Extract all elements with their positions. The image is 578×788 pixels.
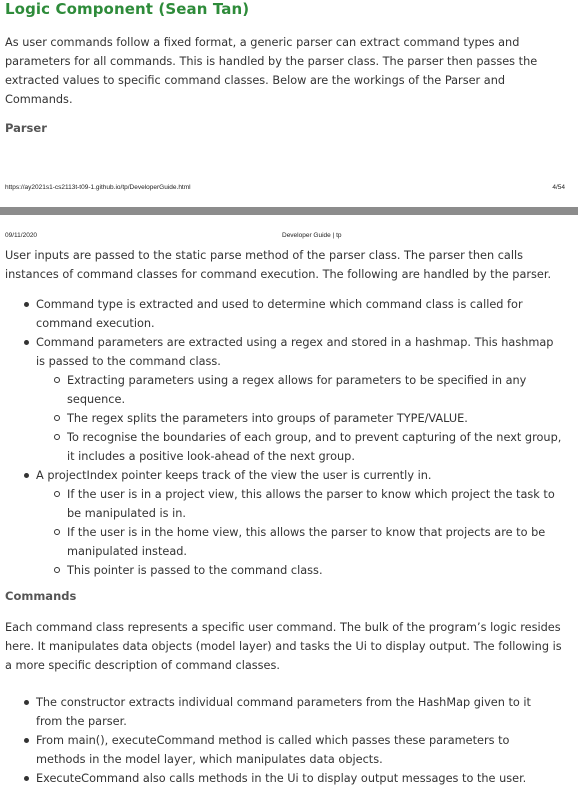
- list-item-text: Command type is extracted and used to determine which command class is called for command execution.: [36, 298, 523, 330]
- section-title: Logic Component (Sean Tan): [5, 0, 250, 18]
- list-item: [5, 295, 565, 333]
- list-item-text: The constructor extracts individual command parameters from the HashMap given to it from the parser.: [36, 696, 531, 728]
- sub-list-item: [36, 371, 565, 409]
- sub-list-item: [36, 485, 565, 523]
- list-item: [5, 693, 540, 731]
- footer-url[interactable]: https://ay2021s1-cs2113t-t09-1.github.io/tp/DeveloperGuide.html: [5, 184, 191, 191]
- commands-list: [5, 693, 540, 788]
- sub-list-item-text: If the user is in a project view, this allows the parser to know which project the task to be manipulated is in.: [67, 488, 555, 520]
- list-item: [5, 769, 540, 788]
- sub-list-item-text: If the user is in the home view, this allows the parser to know that projects are to be manipulated instead.: [67, 526, 546, 558]
- commands-intro-paragraph: Each command class represents a specific user command. The bulk of the program’s logic resides here. It manipulates data objects (model layer) and tasks the Ui to display output. The following is a more specific description of command classes.: [5, 621, 562, 672]
- sub-list-item: [36, 428, 565, 466]
- header-date: 09/11/2020: [5, 232, 38, 239]
- list-item-text: A projectIndex pointer keeps track of the view the user is currently in.: [36, 469, 432, 482]
- footer-page-number: 4/54: [552, 184, 565, 191]
- commands-heading: Commands: [5, 589, 77, 603]
- sub-list: [36, 485, 565, 580]
- list-item: [5, 333, 565, 466]
- page-break-divider: [0, 207, 578, 215]
- sub-list-item: [36, 561, 565, 580]
- sub-list-item-text: To recognise the boundaries of each group, and to prevent capturing of the next group, it includes a positive look-ahead of the next group.: [67, 431, 562, 463]
- list-item-text: From main(), executeCommand method is called which passes these parameters to methods in the model layer, which manipulates data objects.: [36, 734, 510, 766]
- page-5: [0, 215, 578, 786]
- list-item: [5, 466, 565, 580]
- sub-list-item-text: Extracting parameters using a regex allows for parameters to be specified in any sequence.: [67, 374, 527, 406]
- list-item: [5, 731, 540, 769]
- list-item-text: ExecuteCommand also calls methods in the Ui to display output messages to the user.: [36, 772, 527, 785]
- parser-intro-paragraph: User inputs are passed to the static parse method of the parser class. The parser then calls instances of command classes for command execution. The following are handled by the parser.: [5, 249, 552, 281]
- sub-list-item-text: The regex splits the parameters into groups of parameter TYPE/VALUE.: [67, 412, 468, 425]
- sub-list-item-text: This pointer is passed to the command class.: [67, 564, 323, 577]
- parser-list: [5, 295, 565, 580]
- sub-list-item: [36, 409, 565, 428]
- sub-list-item: [36, 523, 565, 561]
- list-item-text: Command parameters are extracted using a regex and stored in a hashmap. This hashmap is passed to the command class.: [36, 336, 554, 368]
- page-4: [0, 0, 578, 200]
- logic-intro-paragraph: As user commands follow a fixed format, a generic parser can extract command types and parameters for all commands. This is handled by the parser class. The parser then passes the extracted values to specific command classes. Below are the workings of the Parser and Commands.: [5, 36, 538, 106]
- parser-heading: Parser: [5, 121, 47, 135]
- sub-list: [36, 371, 565, 466]
- header-title: Developer Guide | tp: [282, 232, 342, 239]
